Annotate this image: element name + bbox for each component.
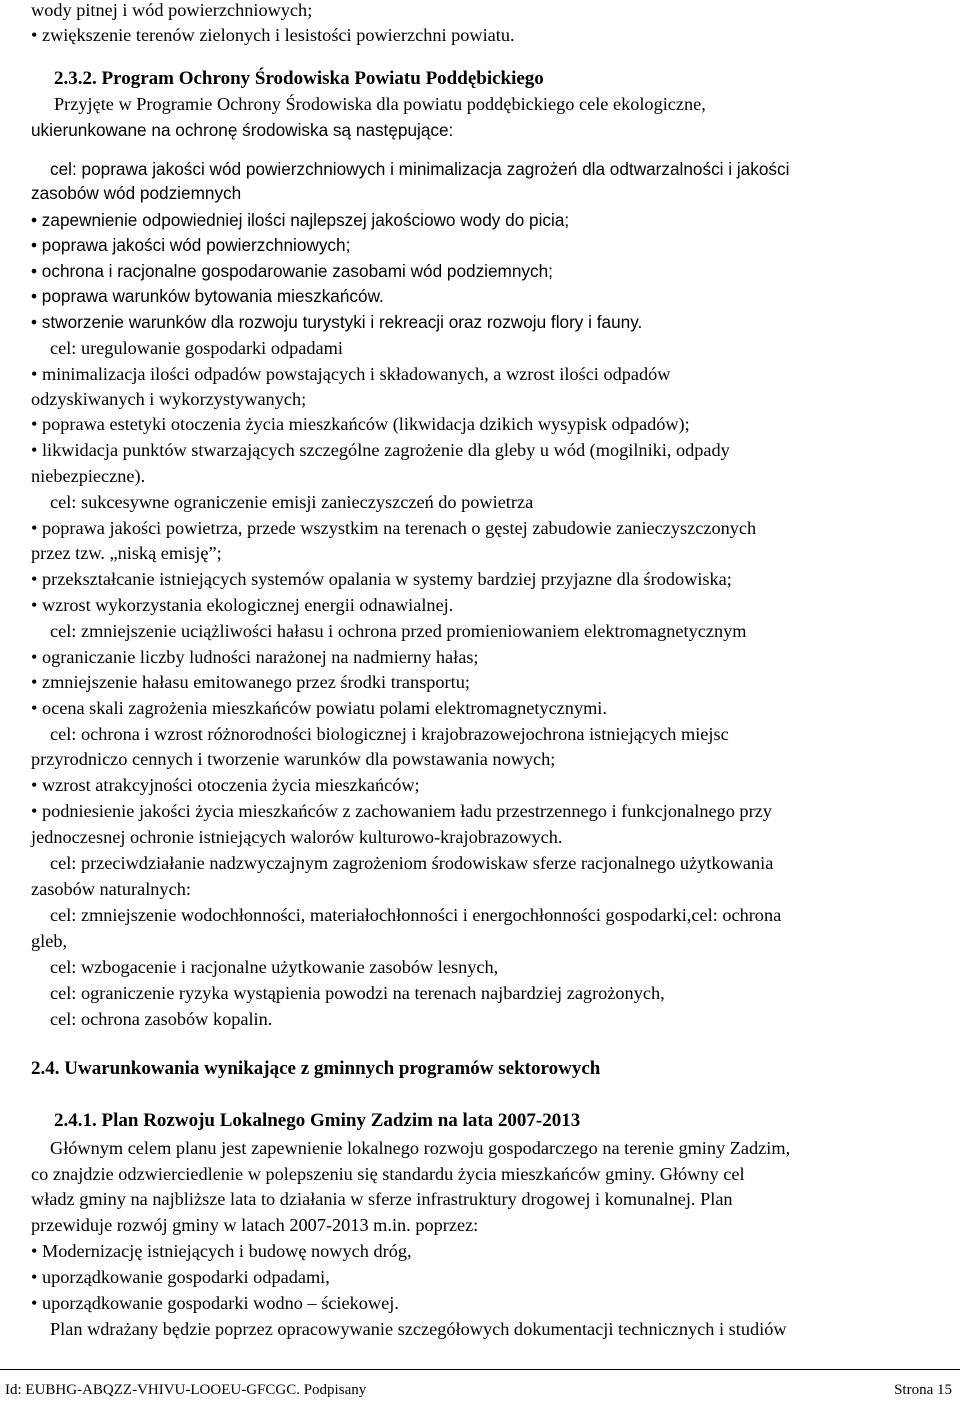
bullet-item: • uporządkowanie gospodarki odpadami, (31, 1267, 330, 1287)
paragraph-line: Przyjęte w Programie Ochrony Środowiska dla powiatu poddębickiego cele ekologiczne, (54, 94, 706, 114)
bullet-item: • uporządkowanie gospodarki wodno – ściekowej. (31, 1293, 399, 1313)
bullet-item: • wzrost wykorzystania ekologicznej energii odnawialnej. (31, 595, 454, 615)
goal-line: cel: przeciwdziałanie nadzwyczajnym zagrożeniom środowiskaw sferze racjonalnego użytkowania (50, 853, 774, 873)
paragraph-line: co znajdzie odzwierciedlenie w polepszeniu się standardu życia mieszkańców gminy. Główny cel (31, 1164, 745, 1184)
bullet-item: • ochrona i racjonalne gospodarowanie zasobami wód podziemnych; (31, 261, 553, 281)
text-line: wody pitnej i wód powierzchniowych; (31, 0, 313, 20)
bullet-item: niebezpieczne). (31, 466, 146, 486)
bullet-item: • zwiększenie terenów zielonych i lesistości powierzchni powiatu. (31, 25, 515, 45)
bullet-item: przez tzw. „niską emisję”; (31, 543, 222, 563)
paragraph-line: Głównym celem planu jest zapewnienie lokalnego rozwoju gospodarczego na terenie gminy Zadzim, (50, 1138, 791, 1158)
bullet-item: • poprawa jakości wód powierzchniowych; (31, 235, 351, 255)
bullet-item: • minimalizacja ilości odpadów powstających i składowanych, a wzrost ilości odpadów (31, 364, 671, 384)
bullet-item: • poprawa estetyki otoczenia życia mieszkańców (likwidacja dzikich wysypisk odpadów); (31, 414, 690, 434)
bullet-item: • poprawa warunków bytowania mieszkańców. (31, 286, 384, 306)
goal-line: gleb, (31, 931, 68, 951)
section-heading: 2.3.2. Program Ochrony Środowiska Powiatu Poddębickiego (54, 68, 544, 89)
paragraph-line: przewiduje rozwój gminy w latach 2007-2013 m.in. poprzez: (31, 1215, 479, 1235)
bullet-item: • podniesienie jakości życia mieszkańców z zachowaniem ładu przestrzennego i funkcjonalnego przy (31, 801, 772, 821)
bullet-item: • zmniejszenie hałasu emitowanego przez środki transportu; (31, 672, 470, 692)
paragraph-line: Plan wdrażany będzie poprzez opracowywanie szczegółowych dokumentacji technicznych i studiów (50, 1319, 787, 1339)
goal-line: cel: zmniejszenie uciążliwości hałasu i ochrona przed promieniowaniem elektromagnetycznym (50, 621, 747, 641)
goal-line: cel: zmniejszenie wodochłonności, materiałochłonności i energochłonności gospodarki,cel: ochrona (50, 905, 782, 925)
goal-line: cel: wzbogacenie i racjonalne użytkowanie zasobów lesnych, (50, 957, 499, 977)
goal-line: cel: ograniczenie ryzyka wystąpienia powodzi na terenach najbardziej zagrożonych, (50, 983, 665, 1003)
bullet-item: • zapewnienie odpowiedniej ilości najlepszej jakościowo wody do picia; (31, 210, 570, 230)
goal-line: zasobów naturalnych: (31, 879, 191, 899)
goal-line: cel: uregulowanie gospodarki odpadami (50, 338, 343, 358)
goal-line: cel: ochrona i wzrost różnorodności biologicznej i krajobrazowejochrona istniejących miejsc (50, 724, 729, 744)
bullet-item: • przekształcanie istniejących systemów opalania w systemy bardziej przyjazne dla środowiska; (31, 569, 732, 589)
bullet-item: • stworzenie warunków dla rozwoju turystyki i rekreacji oraz rozwoju flory i fauny. (31, 312, 643, 332)
subsection-heading: 2.4.1. Plan Rozwoju Lokalnego Gminy Zadzim na lata 2007-2013 (54, 1110, 581, 1131)
bullet-item: • poprawa jakości powietrza, przede wszystkim na terenach o gęstej zabudowie zanieczyszczonych (31, 518, 757, 538)
section-heading: 2.4. Uwarunkowania wynikające z gminnych programów sektorowych (31, 1058, 601, 1079)
bullet-item: odzyskiwanych i wykorzystywanych; (31, 389, 307, 409)
bullet-item: • ocena skali zagrożenia mieszkańców powiatu polami elektromagnetycznymi. (31, 698, 607, 718)
paragraph-line: władz gminy na najbliższe lata to działania w sferze infrastruktury drogowej i komunalnej. Plan (31, 1189, 733, 1209)
bullet-item: • ograniczanie liczby ludności narażonej na nadmierny hałas; (31, 647, 479, 667)
footer-document-id: Id: EUBHG-ABQZZ-VHIVU-LOOEU-GFCGC. Podpisany (5, 1382, 367, 1398)
bullet-item: • Modernizację istniejących i budowę nowych dróg, (31, 1241, 412, 1261)
footer-page-number: Strona 15 (894, 1382, 952, 1398)
bullet-item: • likwidacja punktów stwarzających szczególne zagrożenie dla gleby u wód (mogilniki, odpady (31, 440, 730, 460)
goal-line: zasobów wód podziemnych (31, 183, 242, 203)
goal-line: cel: sukcesywne ograniczenie emisji zanieczyszczeń do powietrza (50, 492, 534, 512)
bullet-item: jednoczesnej ochronie istniejących walorów kulturowo-krajobrazowych. (31, 827, 563, 847)
footer-divider (0, 1369, 960, 1370)
goal-line: cel: ochrona zasobów kopalin. (50, 1009, 273, 1029)
bullet-item: • wzrost atrakcyjności otoczenia życia mieszkańców; (31, 775, 420, 795)
paragraph-line: ukierunkowane na ochronę środowiska są następujące: (31, 120, 454, 140)
goal-line: cel: poprawa jakości wód powierzchniowych i minimalizacja zagrożeń dla odtwarzalności i jakości (50, 159, 790, 179)
goal-line: przyrodniczo cennych i tworzenie warunków dla powstawania nowych; (31, 749, 556, 769)
